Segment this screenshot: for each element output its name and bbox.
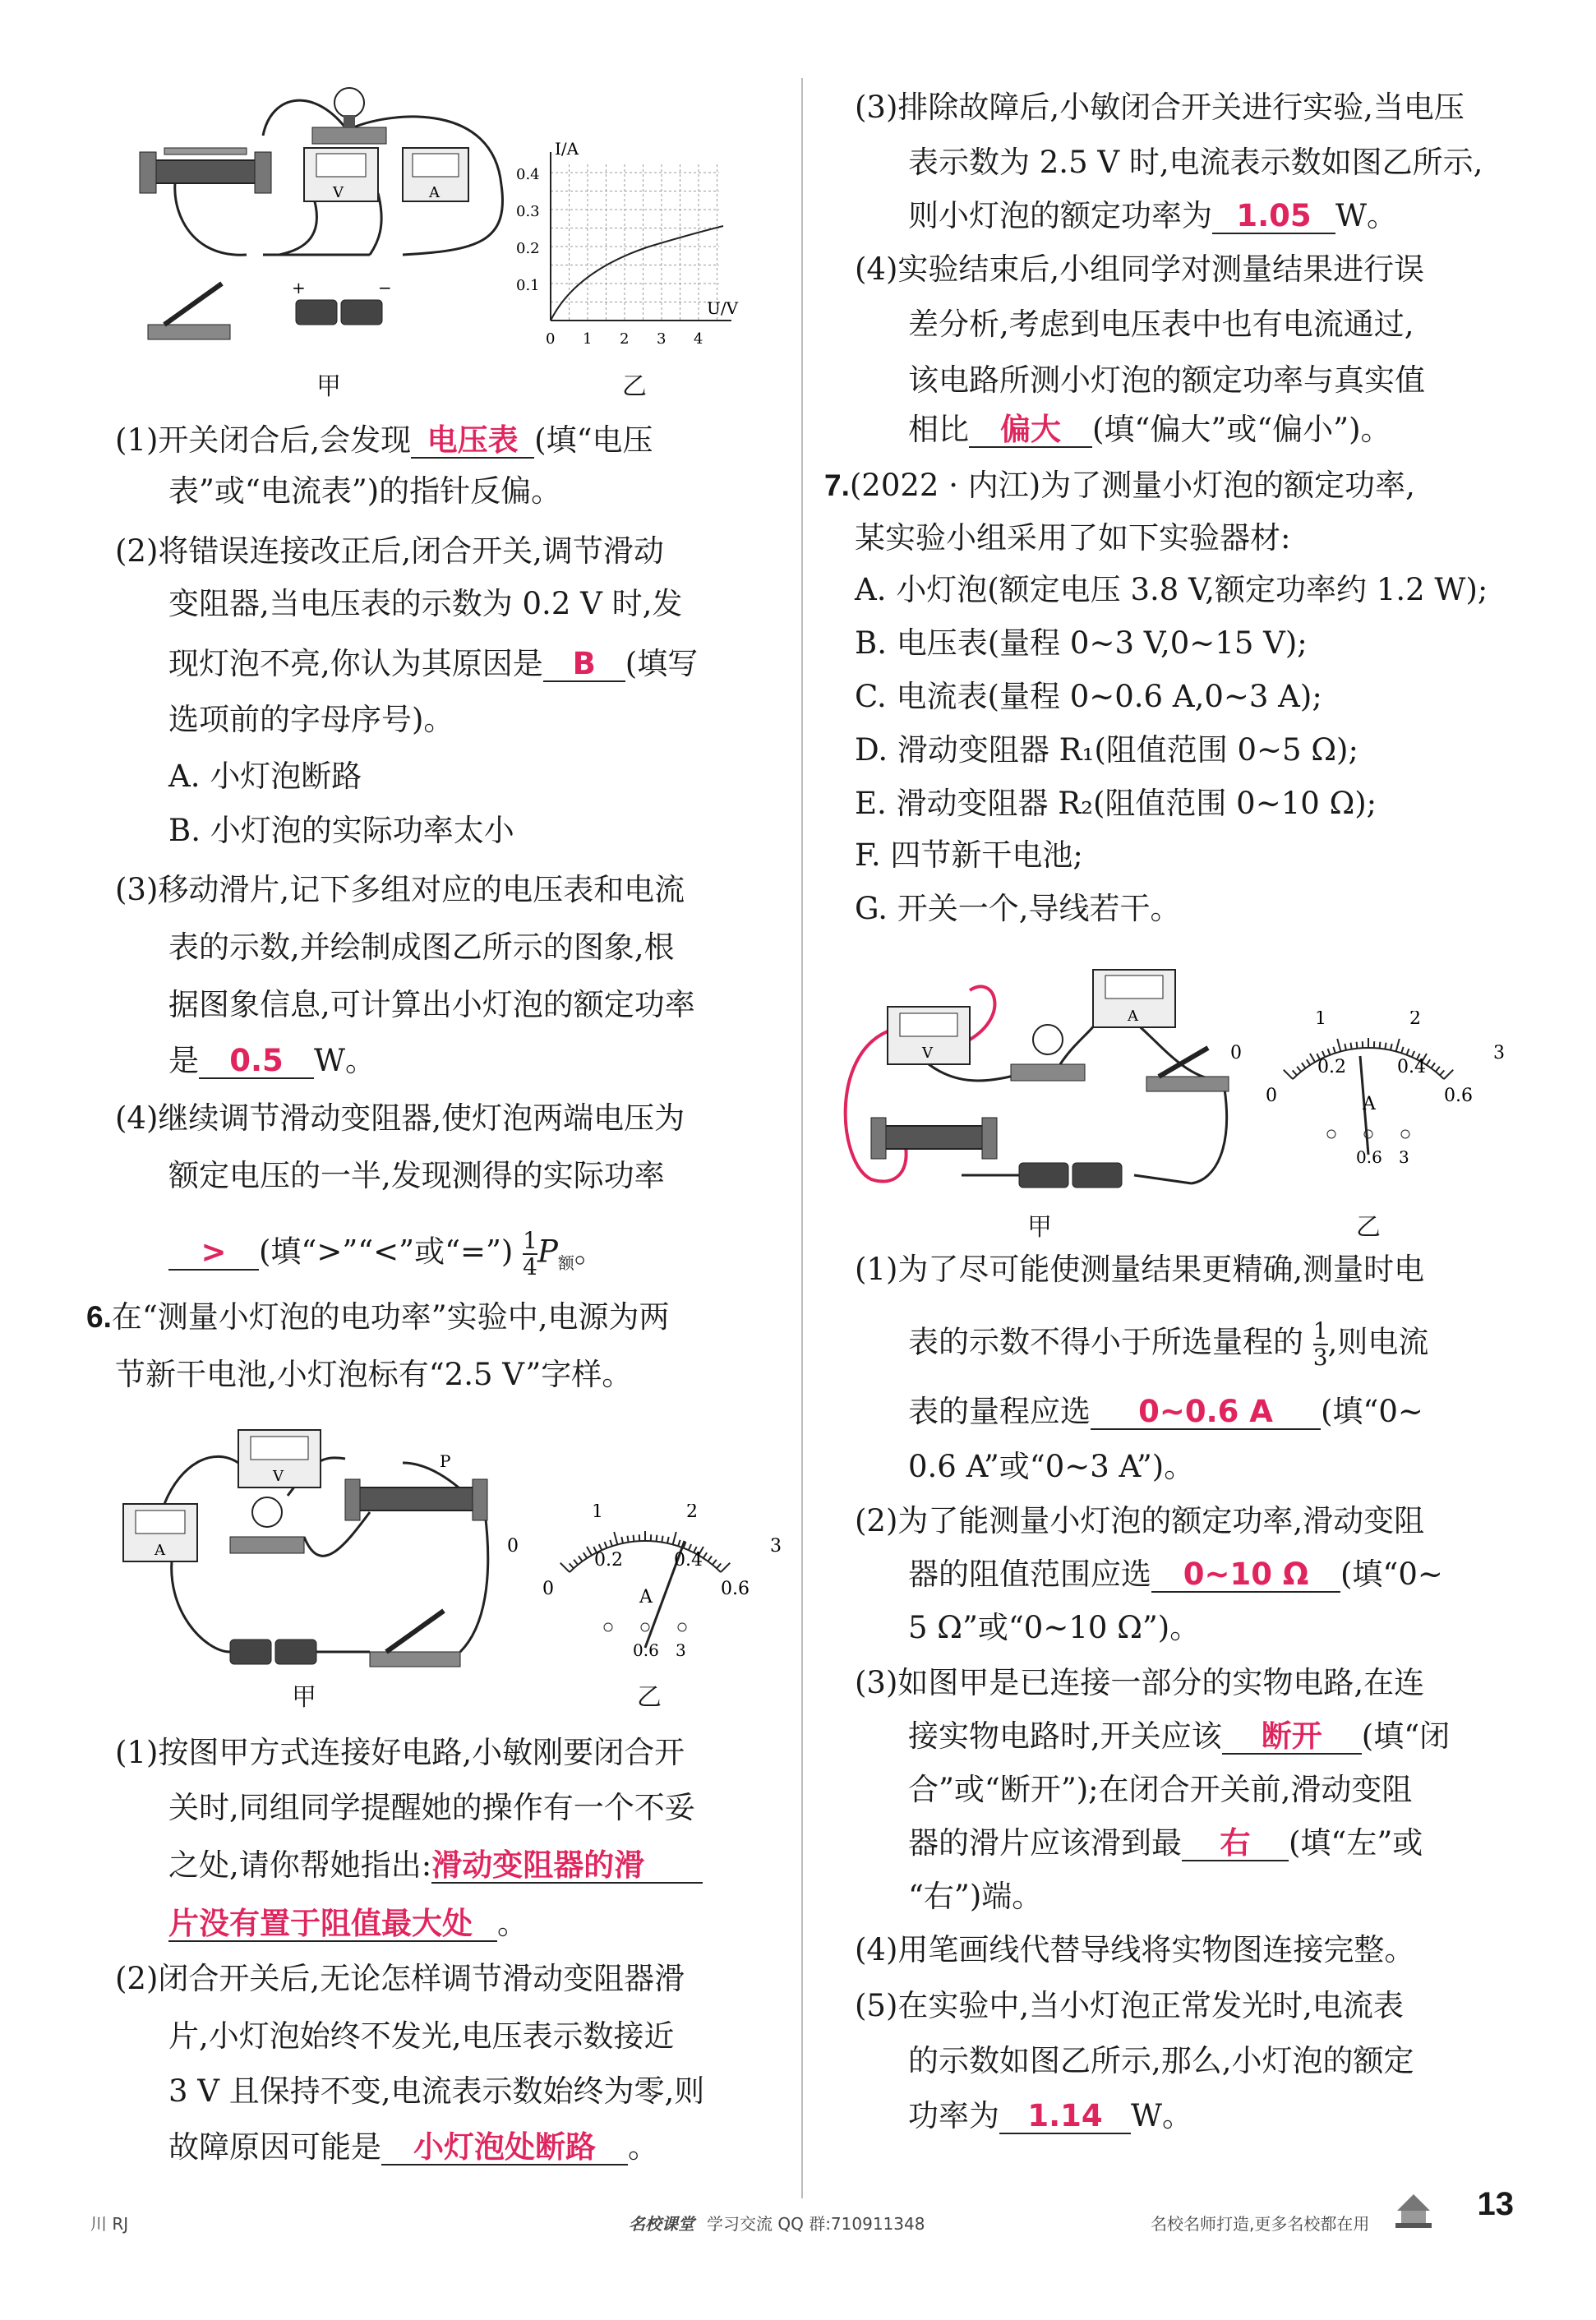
graph-xtick: 1 <box>583 330 593 348</box>
q6-stem-line1: 6.在“测量小灯泡的电功率”实验中,电源为两 <box>86 1299 670 1335</box>
q7-option-f: F. 四节新干电池; <box>855 837 1083 873</box>
q6-part1-line3: 之处,请你帮她指出:滑动变阻器的滑 <box>168 1847 703 1884</box>
bulb <box>1011 1025 1085 1081</box>
switch <box>148 284 230 339</box>
q5-part1-line2: 表”或“电流表”)的指针反偏。 <box>168 473 562 509</box>
q5-iu-graph <box>510 140 756 357</box>
dial-top-label: 2 <box>1409 1011 1421 1029</box>
column-divider <box>801 78 803 2198</box>
q5-answer-3: 0.5 <box>199 1045 314 1079</box>
q7-part2-line1: (2)为了能测量小灯泡的额定功率,滑动变阻 <box>855 1503 1425 1538</box>
q7-part1-line1: (1)为了尽可能使测量结果更精确,测量时电 <box>855 1252 1425 1287</box>
q6-part2-line4: 故障原因可能是 小灯泡处断路 。 <box>168 2129 658 2165</box>
q5-part2-line1: (2)将错误连接改正后,闭合开关,调节滑动 <box>115 533 664 569</box>
dial-inner-label: 0.2 <box>594 1550 623 1570</box>
svg-text:V: V <box>922 1045 933 1062</box>
rheostat <box>871 1118 997 1159</box>
dial-top-label: 1 <box>1315 1011 1326 1029</box>
ammeter <box>123 1504 197 1561</box>
q5-part1-line1: (1)开关闭合后,会发现 电压表 (填“电压 <box>115 422 653 458</box>
q5-answer-4: > <box>168 1236 259 1271</box>
brand-logo-icon <box>1389 2182 1438 2231</box>
graph-ytick: 0.2 <box>516 240 540 257</box>
dial-terminal: 0.6 <box>633 1640 659 1660</box>
q7-part2-line2: 器的阻值范围应选 0~10 Ω (填“0~ <box>908 1557 1443 1592</box>
q6-part1-line1: (1)按图甲方式连接好电路,小敏刚要闭合开 <box>115 1735 685 1770</box>
ammeter <box>1093 970 1175 1027</box>
graph-xlabel: U/V <box>707 298 739 318</box>
graph-ytick: 0.3 <box>516 203 540 220</box>
q6-part1-line4: 片没有置于阻值最大处 。 <box>168 1906 528 1941</box>
q7-stem-line1: 7.(2022 · 内江)为了测量小灯泡的额定功率, <box>824 468 1415 503</box>
dial-outer-label: 0 <box>1230 1043 1242 1063</box>
q6-part3-line2: 表示数为 2.5 V 时,电流表示数如图乙所示, <box>908 145 1483 180</box>
q7-answer-3a: 断开 <box>1222 1720 1362 1755</box>
dial-outer-label: 0 <box>507 1536 519 1557</box>
dial-terminal: 3 <box>676 1640 686 1660</box>
q5-part3-line3: 据图象信息,可计算出小灯泡的额定功率 <box>168 987 695 1022</box>
rheostat <box>140 148 271 193</box>
q5-part4-line1: (4)继续调节滑动变阻器,使灯泡两端电压为 <box>115 1100 685 1136</box>
q7-part3-line3: 合”或“断开”);在闭合开关前,滑动变阻 <box>908 1772 1413 1807</box>
voltmeter <box>304 148 378 201</box>
q6-stem-line2: 节新干电池,小灯泡标有“2.5 V”字样。 <box>115 1357 633 1392</box>
q5-option-b: B. 小灯泡的实际功率太小 <box>168 813 514 848</box>
dial-top-label: 1 <box>592 1504 603 1522</box>
graph-xtick: 4 <box>694 330 703 348</box>
graph-xtick: 3 <box>657 330 667 348</box>
svg-text:V: V <box>273 1468 284 1485</box>
footer-qq-group: 学习交流 QQ 群:710911348 <box>707 2214 925 2234</box>
dial-terminal: 3 <box>1399 1147 1409 1167</box>
q7-caption-jia: 甲 <box>1027 1213 1052 1242</box>
q7-option-d: D. 滑动变阻器 R₁(阻值范围 0~5 Ω); <box>855 732 1358 768</box>
q6-part2-line3: 3 V 且保持不变,电流表示数始终为零,则 <box>168 2073 705 2109</box>
q6-answer-4: 偏大 <box>969 413 1092 448</box>
rheostat <box>345 1451 487 1520</box>
q7-part3-line5: “右”)端。 <box>908 1879 1043 1914</box>
dial-unit: A <box>1363 1094 1376 1114</box>
q6-part4-line4: 相比 偏大 (填“偏大”或“偏小”)。 <box>908 412 1391 447</box>
q6-part3-line1: (3)排除故障后,小敏闭合开关进行实验,当电压 <box>855 90 1465 125</box>
fraction: $\frac{1}{3}$ <box>1312 1317 1328 1371</box>
q6-part4-line3: 该电路所测小灯泡的额定功率与真实值 <box>908 362 1425 398</box>
battery <box>292 278 392 325</box>
q5-part3-line4: 是 0.5 W。 <box>168 1043 376 1078</box>
q7-option-a: A. 小灯泡(额定电压 3.8 V,额定功率约 1.2 W); <box>855 572 1488 607</box>
q6-circuit-figure <box>99 1414 510 1685</box>
q6-caption-yi: 乙 <box>637 1683 662 1712</box>
fraction: $\frac{1}{4}$ <box>523 1227 537 1280</box>
bulb <box>312 88 386 144</box>
q5-part2-line2: 变阻器,当电压表的示数为 0.2 V 时,发 <box>168 586 683 621</box>
q7-option-b: B. 电压表(量程 0~3 V,0~15 V); <box>855 625 1308 661</box>
footer-slogan: 名校名师打造,更多名校都在用 <box>1151 2214 1370 2234</box>
q6-answer-1a: 滑动变阻器的滑 <box>431 1849 703 1884</box>
q7-answer-3b: 右 <box>1182 1827 1289 1861</box>
svg-text:A: A <box>429 184 440 201</box>
q5-caption-jia: 甲 <box>316 372 341 401</box>
q7-part1-line4: 0.6 A”或“0~3 A”)。 <box>908 1449 1195 1484</box>
slider-label-p: P <box>440 1451 451 1471</box>
voltmeter <box>238 1430 321 1487</box>
q7-part4: (4)用笔画线代替导线将实物图连接完整。 <box>855 1932 1415 1967</box>
q7-part1-line2: 表的示数不得小于所选量程的 $\frac{1}{3}$ ,则电流 <box>908 1317 1429 1371</box>
q7-part3-line4: 器的滑片应该滑到最 右 (填“左”或 <box>908 1825 1423 1861</box>
q7-part5-line2: 的示数如图乙所示,那么,小灯泡的额定 <box>908 2043 1414 2078</box>
footer-edition: 川 RJ <box>90 2214 129 2234</box>
q5-part3-line1: (3)移动滑片,记下多组对应的电压表和电流 <box>115 872 685 907</box>
dial-inner-label: 0.2 <box>1317 1057 1346 1077</box>
dial-inner-label: 0 <box>1266 1086 1277 1106</box>
q7-stem-line2: 某实验小组采用了如下实验器材: <box>855 520 1291 556</box>
q6-caption-jia: 甲 <box>292 1683 316 1712</box>
q6-part2-line1: (2)闭合开关后,无论怎样调节滑动变阻器滑 <box>115 1961 685 1996</box>
q5-answer-2: B <box>543 648 625 682</box>
graph-ytick: 0.1 <box>516 277 540 294</box>
dial-inner-label: 0.6 <box>1444 1086 1473 1106</box>
svg-text:+: + <box>292 278 306 297</box>
dial-outer-label: 3 <box>770 1536 782 1557</box>
q5-part2-line3: 现灯泡不亮,你认为其原因是 B (填写 <box>168 646 699 681</box>
page-number: 13 <box>1477 2186 1514 2222</box>
q5-option-a: A. 小灯泡断路 <box>168 759 362 794</box>
q6-ammeter-dial <box>505 1504 785 1668</box>
dial-inner-label: 0 <box>542 1579 554 1599</box>
dial-top-label: 2 <box>686 1504 698 1522</box>
dial-inner-label: 0.4 <box>674 1550 703 1570</box>
svg-text:A: A <box>155 1542 165 1559</box>
svg-text:V: V <box>333 184 344 201</box>
q5-part3-line2: 表的示数,并绘制成图乙所示的图象,根 <box>168 929 675 965</box>
q7-answer-5: 1.14 <box>999 2100 1131 2134</box>
dial-inner-label: 0.6 <box>721 1579 750 1599</box>
q5-circuit-figure <box>131 78 510 349</box>
graph-ytick: 0.4 <box>516 166 540 183</box>
dial-inner-label: 0.4 <box>1397 1057 1426 1077</box>
q5-part4-line3: > (填“>”“<”或“=”) $\frac{1}{4}$ $P_额$。 <box>168 1229 605 1282</box>
q7-part5-line3: 功率为 1.14 W。 <box>908 2098 1193 2133</box>
q7-caption-yi: 乙 <box>1356 1213 1381 1242</box>
q7-part3-line2: 接实物电路时,开关应该 断开 (填“闭 <box>908 1718 1451 1754</box>
bulb <box>230 1497 304 1553</box>
q6-part1-line2: 关时,同组同学提醒她的操作有一个不妥 <box>168 1790 695 1825</box>
dial-unit: A <box>639 1587 653 1607</box>
graph-ylabel: I/A <box>555 140 579 159</box>
q7-part1-line3: 表的量程应选 0~0.6 A (填“0~ <box>908 1394 1423 1429</box>
q5-caption-yi: 乙 <box>622 372 647 401</box>
graph-xtick: 0 <box>546 330 556 348</box>
q5-part2-line4: 选项前的字母序号)。 <box>168 702 454 737</box>
q6-answer-3: 1.05 <box>1212 200 1335 234</box>
q6-answer-2: 小灯泡处断路 <box>381 2131 628 2165</box>
switch <box>370 1611 460 1667</box>
q6-answer-1b: 片没有置于阻值最大处 <box>168 1907 497 1942</box>
svg-text:A: A <box>1128 1008 1138 1025</box>
q7-answer-1: 0~0.6 A <box>1091 1395 1321 1430</box>
q7-part5-line1: (5)在实验中,当小灯泡正常发光时,电流表 <box>855 1988 1404 2023</box>
q7-part2-line3: 5 Ω”或“0~10 Ω”)。 <box>908 1610 1201 1645</box>
graph-xtick: 2 <box>620 330 630 348</box>
dial-outer-label: 3 <box>1493 1043 1505 1063</box>
q7-ammeter-dial <box>1229 1011 1508 1175</box>
q5-part4-line2: 额定电压的一半,发现测得的实际功率 <box>168 1158 665 1193</box>
voltmeter <box>888 1007 970 1064</box>
ammeter <box>403 148 468 201</box>
q7-option-g: G. 开关一个,导线若干。 <box>855 891 1181 926</box>
q6-part3-line3: 则小灯泡的额定功率为 1.05 W。 <box>908 198 1398 233</box>
svg-text:−: − <box>378 278 392 297</box>
q7-answer-2: 0~10 Ω <box>1151 1558 1340 1593</box>
battery <box>230 1640 316 1664</box>
footer-brand: 名校课堂 <box>629 2214 694 2234</box>
q7-option-e: E. 滑动变阻器 R₂(阻值范围 0~10 Ω); <box>855 786 1377 821</box>
q6-part4-line2: 差分析,考虑到电压表中也有电流通过, <box>908 307 1414 342</box>
q7-part3-line1: (3)如图甲是已连接一部分的实物电路,在连 <box>855 1665 1425 1700</box>
q7-option-c: C. 电流表(量程 0~0.6 A,0~3 A); <box>855 679 1322 714</box>
q6-part2-line2: 片,小灯泡始终不发光,电压表示数接近 <box>168 2018 675 2054</box>
dial-terminal: 0.6 <box>1356 1147 1382 1167</box>
battery <box>1019 1163 1122 1188</box>
q5-answer-1: 电压表 <box>411 424 534 459</box>
q7-circuit-figure <box>830 957 1241 1204</box>
q6-part4-line1: (4)实验结束后,小组同学对测量结果进行误 <box>855 251 1425 287</box>
